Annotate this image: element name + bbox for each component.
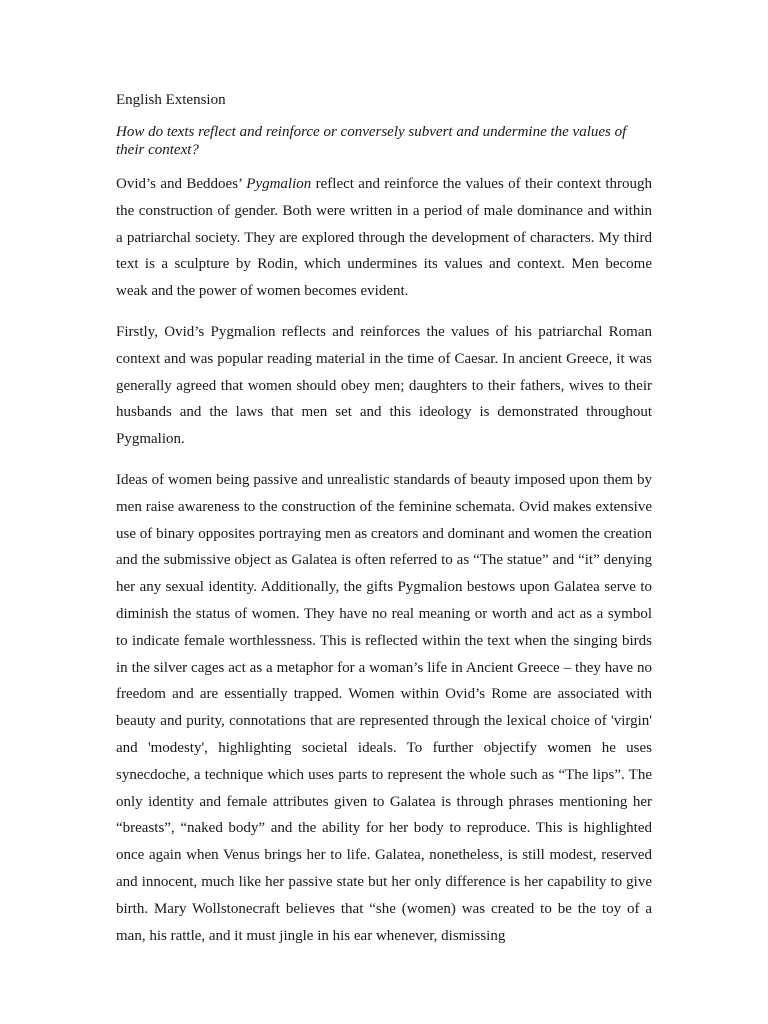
body-paragraph-2: Ideas of women being passive and unrealistic standards of beauty imposed upon them by men raise awareness to the construction of the feminine schemata. Ovid makes extensive use of binary opposites portraying men as creators and dominant and women the creation and the submissive object as Galatea is often referred to as “The statue” and “it” denying her any sexual identity. Additionally, the gifts Pygmalion bestows upon Galatea serve to diminish the status of women. They have no real meaning or worth and act as a symbol to indicate female worthlessness. This is reflected within the text when the singing birds in the silver cages act as a metaphor for a woman’s life in Ancient Greece – they have no freedom and are essentially trapped. Women within Ovid’s Rome are associated with beauty and purity, connotations that are represented through the lexical choice of 'virgin' and 'modesty', highlighting societal ideals. To further objectify women he uses synecdoche, a technique which uses parts to represent the whole such as “The lips”. The only identity and female attributes given to Galatea is through phrases mentioning her “breasts”, “naked body” and the ability for her body to reproduce. This is highlighted once again when Venus brings her to life. Galatea, nonetheless, is still modest, reserved and innocent, much like her passive state but her only difference is her capability to give birth. Mary Wollstonecraft believes that “she (women) was created to be the toy of a man, his rattle, and it must jingle in his ear whenever, dismissing	[116, 471, 652, 944]
intro-text-end: reflect and reinforce the values of their context through the construction of gender. Both were written in a period of male dominance and within a patriarchal society. They are explored through the development of characters. My third text is a sculpture by Rodin, which undermines its values and context. Men become weak and the power of women becomes evident.	[116, 176, 653, 300]
document-heading: English Extension	[116, 92, 226, 108]
intro-title-italic: Pygmalion	[246, 176, 312, 192]
body-paragraph-1: Firstly, Ovid’s Pygmalion reflects and reinforces the values of his patriarchal Roman context and was popular reading material in the time of Caesar. In ancient Greece, it was generally agreed that women should obey men; daughters to their fathers, wives to their husbands and the laws that men set and this ideology is demonstrated throughout Pygmalion.	[116, 323, 652, 448]
intro-text-start: Ovid’s and Beddoes’	[116, 176, 247, 192]
intro-paragraph	[116, 171, 652, 305]
document-page	[116, 89, 652, 963]
essay-question: How do texts reflect and reinforce or conversely subvert and undermine the values of their context?	[116, 124, 627, 158]
